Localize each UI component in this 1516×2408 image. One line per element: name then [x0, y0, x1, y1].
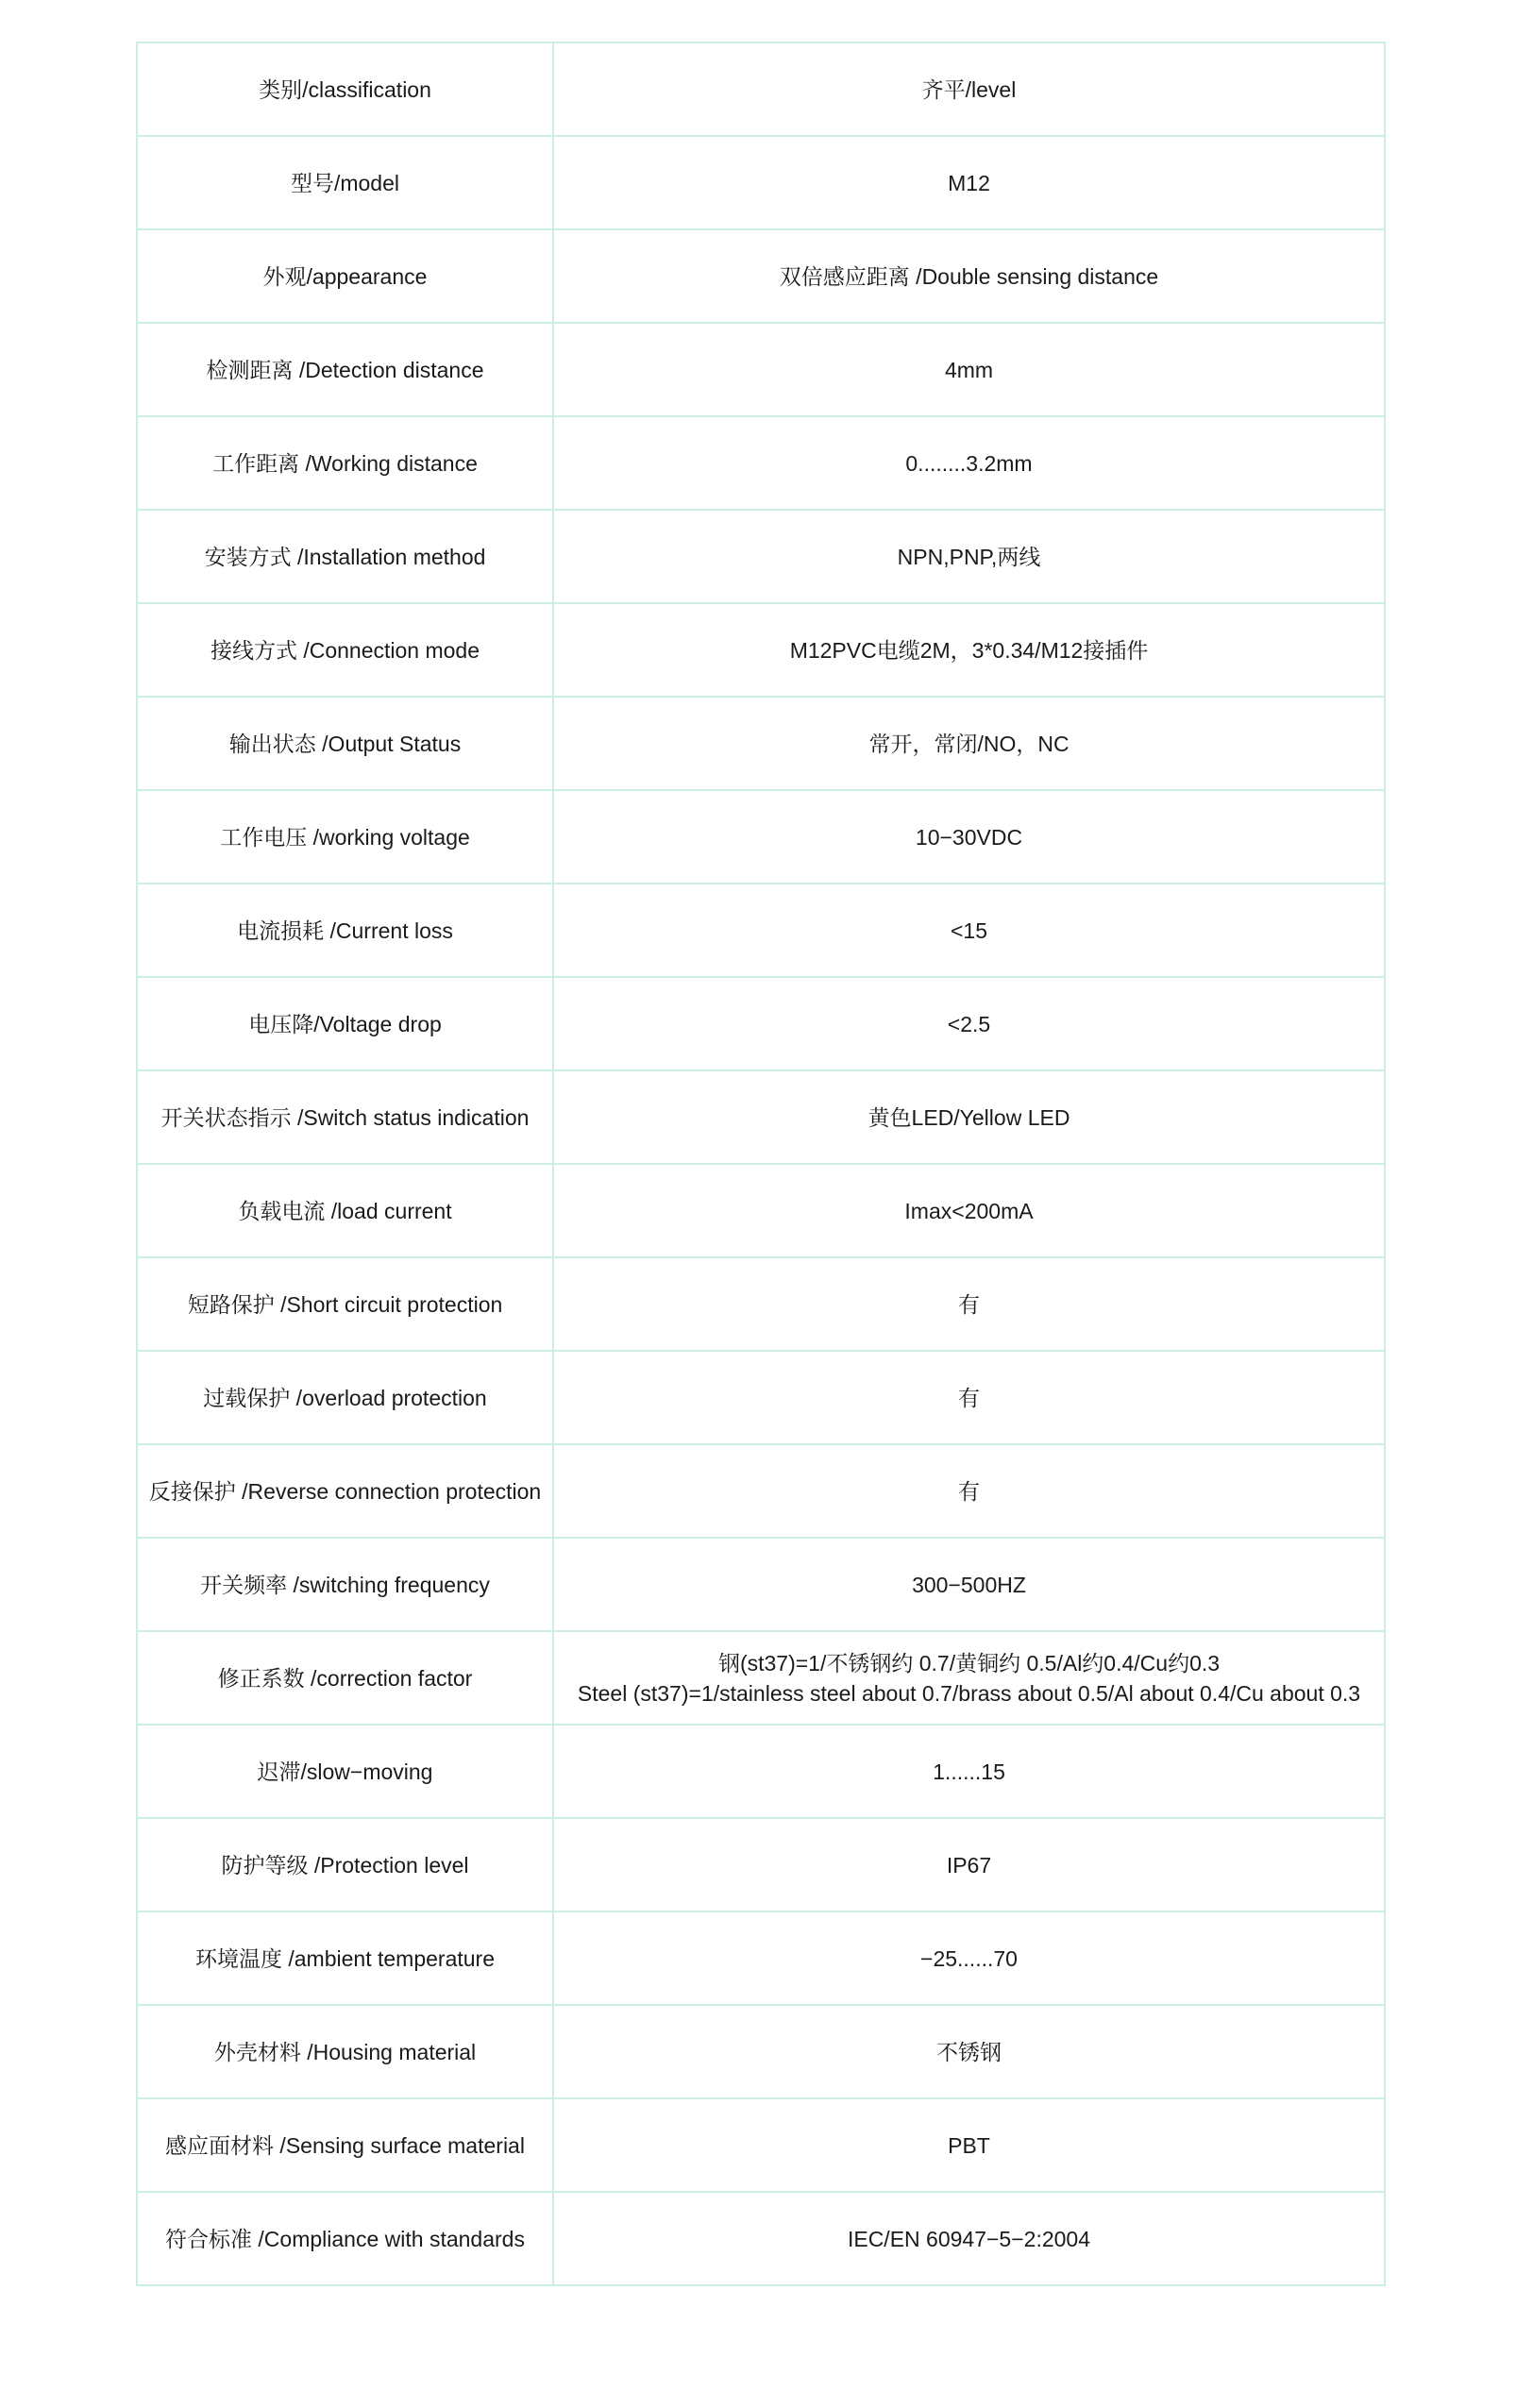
- table-row: [137, 1911, 1385, 2005]
- table-row: [137, 790, 1385, 884]
- spec-value: 有: [958, 1385, 980, 1410]
- spec-value: 不锈钢: [936, 2039, 1002, 2064]
- spec-value: <15: [950, 918, 987, 943]
- spec-label-cell: [137, 510, 553, 603]
- spec-value: −25......70: [920, 1945, 1018, 1971]
- table-row: [137, 2192, 1385, 2285]
- spec-value-cell: [553, 790, 1385, 884]
- table-row: [137, 1444, 1385, 1538]
- spec-value-cell: [553, 2005, 1385, 2098]
- spec-label: 型号/model: [290, 170, 400, 195]
- table-row: [137, 884, 1385, 977]
- table-row: [137, 229, 1385, 323]
- spec-value-cell: [553, 229, 1385, 323]
- table-row: [137, 510, 1385, 603]
- table-row: [137, 136, 1385, 229]
- spec-label: 防护等级 /Protection level: [221, 1852, 469, 1878]
- table-row: [137, 1538, 1385, 1631]
- spec-label: 输出状态 /Output Status: [228, 731, 462, 756]
- spec-label-cell: [137, 603, 553, 697]
- spec-value-cell: [553, 416, 1385, 510]
- spec-value: 10−30VDC: [915, 824, 1023, 850]
- spec-value: <2.5: [947, 1011, 991, 1036]
- table-row: [137, 323, 1385, 416]
- spec-label-cell: [137, 1725, 553, 1818]
- table-row: [137, 2005, 1385, 2098]
- spec-value: 300−500HZ: [912, 1572, 1026, 1597]
- table-row: [137, 1818, 1385, 1911]
- spec-label: 电流损耗 /Current loss: [237, 918, 453, 943]
- spec-label: 安装方式 /Installation method: [204, 544, 486, 569]
- spec-value-cell: [553, 1725, 1385, 1818]
- spec-label-cell: [137, 1164, 553, 1257]
- spec-label: 外观/appearance: [262, 263, 428, 289]
- spec-value-cell: [553, 1911, 1385, 2005]
- spec-label: 环境温度 /ambient temperature: [194, 1945, 495, 1971]
- spec-value-cell: [553, 1351, 1385, 1444]
- spec-value: 有: [958, 1291, 980, 1317]
- spec-label-cell: [137, 136, 553, 229]
- spec-value: IP67: [946, 1852, 992, 1878]
- spec-value: M12PVC电缆2M，3*0.34/M12接插件: [789, 637, 1149, 663]
- spec-value-cell: [553, 603, 1385, 697]
- spec-value: Imax<200mA: [904, 1198, 1034, 1223]
- spec-value-cell: [553, 1631, 1385, 1725]
- table-row: [137, 697, 1385, 790]
- spec-value-cell: [553, 697, 1385, 790]
- spec-label: 负载电流 /load current: [238, 1198, 452, 1223]
- spec-label-cell: [137, 697, 553, 790]
- spec-value-cell: [553, 323, 1385, 416]
- spec-label: 开关状态指示 /Switch status indication: [160, 1104, 530, 1130]
- spec-label: 工作距离 /Working distance: [212, 450, 478, 476]
- spec-value-cell: [553, 1818, 1385, 1911]
- spec-value: 黄色LED/Yellow LED: [867, 1104, 1070, 1130]
- spec-value-cell: [553, 136, 1385, 229]
- spec-label: 工作电压 /working voltage: [220, 824, 470, 850]
- spec-value: 双倍感应距离 /Double sensing distance: [779, 263, 1159, 289]
- spec-label-cell: [137, 1538, 553, 1631]
- spec-value-cell: [553, 1538, 1385, 1631]
- spec-label: 迟滞/slow−moving: [257, 1759, 433, 1784]
- spec-label-cell: [137, 1257, 553, 1351]
- spec-label-cell: [137, 1631, 553, 1725]
- spec-label-cell: [137, 1444, 553, 1538]
- spec-value: NPN,PNP,两线: [897, 544, 1041, 569]
- spec-label: 感应面材料 /Sensing surface material: [165, 2132, 525, 2158]
- table-row: [137, 977, 1385, 1070]
- table-row: [137, 1725, 1385, 1818]
- spec-label-cell: [137, 2192, 553, 2285]
- table-row: [137, 1631, 1385, 1725]
- spec-value-cell: [553, 1070, 1385, 1164]
- spec-value: 0........3.2mm: [905, 450, 1033, 476]
- spec-label-cell: [137, 1818, 553, 1911]
- spec-label-cell: [137, 790, 553, 884]
- spec-label: 过载保护 /overload protection: [203, 1385, 487, 1410]
- spec-label-cell: [137, 1351, 553, 1444]
- spec-label: 类别/classification: [259, 76, 431, 102]
- spec-label-cell: [137, 2005, 553, 2098]
- spec-value-cell: [553, 42, 1385, 136]
- spec-value-cell: [553, 1257, 1385, 1351]
- spec-label: 反接保护 /Reverse connection protection: [148, 1478, 542, 1504]
- spec-value-cell: [553, 1164, 1385, 1257]
- spec-value-cell: [553, 510, 1385, 603]
- table-row: [137, 603, 1385, 697]
- table-row: [137, 1070, 1385, 1164]
- spec-value: 钢(st37)=1/不锈钢约 0.7/黄铜约 0.5/Al约0.4/Cu约0.3: [717, 1650, 1221, 1675]
- spec-label-cell: [137, 323, 553, 416]
- spec-label-cell: [137, 977, 553, 1070]
- table-row: [137, 416, 1385, 510]
- spec-label: 接线方式 /Connection mode: [210, 637, 480, 663]
- spec-value-cell: [553, 884, 1385, 977]
- spec-value: 齐平/level: [921, 76, 1017, 102]
- spec-value-cell: [553, 2098, 1385, 2192]
- spec-label: 检测距离 /Detection distance: [206, 357, 484, 382]
- table-row: [137, 1164, 1385, 1257]
- spec-value-cell: [553, 2192, 1385, 2285]
- spec-value-cell: [553, 977, 1385, 1070]
- spec-value: 4mm: [944, 357, 994, 382]
- spec-label-cell: [137, 42, 553, 136]
- spec-label: 短路保护 /Short circuit protection: [187, 1291, 503, 1317]
- spec-value: PBT: [948, 2132, 990, 2158]
- spec-label: 符合标准 /Compliance with standards: [165, 2226, 525, 2251]
- table-row: [137, 1351, 1385, 1444]
- spec-label-cell: [137, 416, 553, 510]
- spec-value: IEC/EN 60947−5−2:2004: [847, 2226, 1091, 2251]
- spec-label: 外壳材料 /Housing material: [213, 2039, 477, 2064]
- table-row: [137, 42, 1385, 136]
- spec-value: Steel (st37)=1/stainless steel about 0.7/brass about 0.5/Al about 0.4/Cu about 0.3: [577, 1680, 1361, 1706]
- spec-label-cell: [137, 884, 553, 977]
- table-row: [137, 2098, 1385, 2192]
- spec-value: 有: [958, 1478, 980, 1504]
- spec-label-cell: [137, 229, 553, 323]
- spec-label-cell: [137, 2098, 553, 2192]
- spec-label-cell: [137, 1070, 553, 1164]
- table-row: [137, 1257, 1385, 1351]
- spec-label: 开关频率 /switching frequency: [200, 1572, 490, 1597]
- spec-label: 修正系数 /correction factor: [217, 1665, 473, 1691]
- spec-value: 1......15: [933, 1759, 1005, 1784]
- spec-table-body: [137, 42, 1385, 2285]
- spec-value-cell: [553, 1444, 1385, 1538]
- spec-label-cell: [137, 1911, 553, 2005]
- spec-label: 电压降/Voltage drop: [248, 1011, 442, 1036]
- spec-value: 常开，常闭/NO，NC: [868, 731, 1070, 756]
- spec-value: M12: [948, 170, 990, 195]
- spec-table: [136, 42, 1386, 2286]
